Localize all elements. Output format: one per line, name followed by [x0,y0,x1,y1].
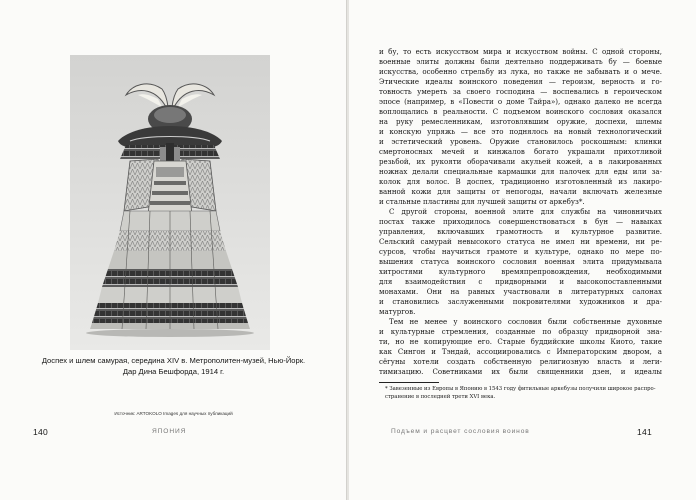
text-line: управления, включавших грамотность и культурное развитие. [379,226,662,236]
text-line: хитростями культурного времяпрепровождения, необходимыми [379,266,662,276]
running-head-left: ЯПОНИЯ [152,428,187,435]
text-line: С другой стороны, военной элите для службы на чиновничьих [389,206,662,216]
text-line: ножнах делали специальные кармашки для палочек для еды или за- [379,166,662,176]
text-line: матургов. [379,306,416,316]
text-line: и культурные стремления, созданные по образцу придворной зна- [379,326,662,336]
footnote-line: странение в последней трети XVI века. [385,393,496,400]
text-line: резьбой, их рукояти оборачивали акульей кожей, а в лакированных [379,156,662,166]
text-line: воплощались в реальности. С подъемом воинского сословия оказался [379,106,662,116]
text-line: для взаимодействия с придворными и высокопоставленными [379,276,662,286]
text-line: и эстетический уровень. Оружие становилось роскошным: клинки [379,136,662,146]
text-line: искусства, особенно стрельбу из лука, но также не забывать и о мече. [379,66,662,76]
footnote-line: * Завезенные из Европы в Японию в 1543 году фитильные аркебузы получили широкое распро- [385,386,656,392]
text-line: смертоносных мечей и кинжалов богато украшали прихотливой [379,146,662,156]
text-line: и стальные пластины для лучшей защиты от аркебуз*. [379,196,585,206]
page-number-right: 141 [637,427,653,437]
text-line: монахами. Они на равных участвовали в литературных салонах [379,286,662,296]
footnote-rule [379,382,439,383]
text-line: Этические идеалы воинского поведения — героизм, верность и го- [379,76,662,86]
text-line: как Сингон и Тэндай, ассоциировались с Императорским двором, а [379,346,662,356]
footnote [385,386,659,401]
caption-line: Дар Дина Бешфорда, 1914 г. [122,366,225,376]
text-line: Тем не менее у воинского сословия были собственные духовные [389,316,662,326]
text-line: ванной кожи для защиты от непогоды, начали включать железные [379,186,662,196]
page-number-left: 140 [33,427,49,437]
samurai-armor-photo [70,55,270,350]
right-page [349,0,696,500]
text-line: на руку ремесленникам, изготовлявшим оружие, доспехи, шлемы [379,116,662,126]
text-line: и становились заслуженными покровителями художников и дра- [379,296,662,306]
text-line: товность умереть за своего господина — воспевались в героическом [379,86,662,96]
text-line: ти, но не копирующие его. Старые буддийские школы Киото, такие [379,336,662,346]
text-line: тимизацию. Советниками их были священники дзен, и идеалы [379,366,662,376]
caption-line: Доспех и шлем самурая, середина XIV в. Метрополитен-музей, Нью-Йорк. [41,356,306,365]
text-line: эпосе (например, в «Повести о доме Тайра»), однако далеко не всегда [379,96,662,106]
running-head-right: Подъем и расцвет сословия воинов [391,428,530,435]
photo-caption [36,356,311,377]
text-line: колок для волос. В доспех, традиционно изготовленный из лакиро- [379,176,662,186]
text-line: Сельский самурай невысокого статуса не имел ни времени, ни ре- [379,236,662,246]
text-line: вышения статуса воинского сословия военная элита придумывала [379,256,662,266]
text-line: сурсов, чтобы научиться грамоте и культуре, однако по мере по- [379,246,662,256]
left-page [0,0,347,500]
body-text [379,47,662,376]
text-line: сёгуны хотели создать собственную религиозную власть и леги- [379,356,662,366]
text-line: постах также приходилось совершенствоваться в бун — навыках [379,216,662,226]
text-line: военные элиты должны были деятельно поддерживать бу — боевые [379,56,662,66]
photo-credit: Источник: ARTOKOLO Images для научных публикаций [114,411,233,416]
text-line: и бу, то есть искусством мира и искусством войны. С одной стороны, [379,47,662,56]
text-line: и конскую упряжь — все это поднялось на новый технологический [379,126,662,136]
